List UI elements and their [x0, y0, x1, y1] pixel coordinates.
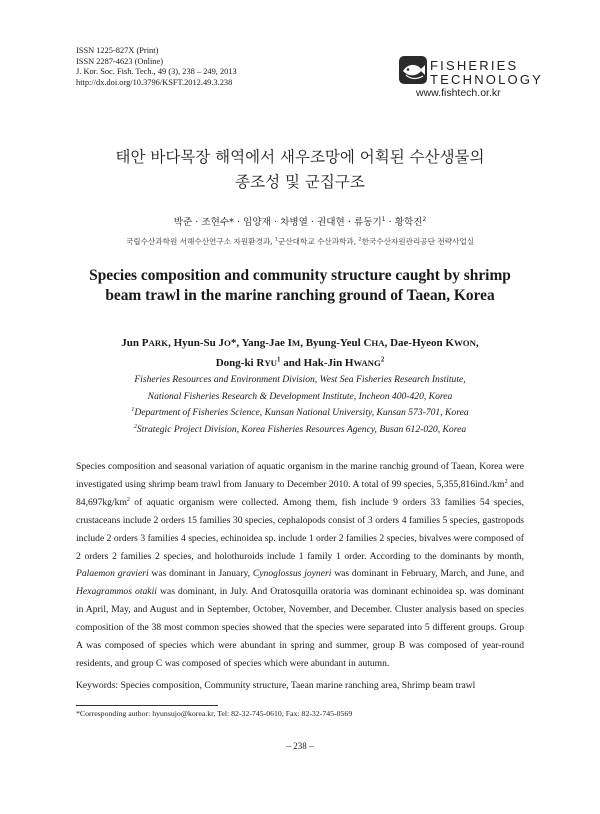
english-affiliations: [40, 372, 560, 438]
english-authors: [40, 333, 560, 373]
affiliation-line4-sup: 2: [133, 423, 137, 430]
author-hwang-sup: 2: [380, 356, 385, 364]
abstract-part4: was dominant in January,: [148, 568, 253, 580]
journal-header: [76, 46, 237, 88]
korean-affil-sup2: 2: [358, 237, 362, 243]
fish-logo-icon: [398, 55, 428, 85]
korean-affil-sup1: 1: [274, 237, 278, 243]
journal-logo: [398, 52, 544, 100]
footnote-rule: [76, 705, 218, 706]
issn-print: ISSN 1225-827X (Print): [76, 46, 159, 55]
species-cynoglossus-joyneri: Cynoglossus joyneri: [252, 568, 332, 580]
journal-url[interactable]: www.fishtech.or.kr: [416, 87, 501, 99]
abstract-part6: was dominant, in July. And Oratosquilla oratoria was dominant echinoidea sp. was dominant in April, May, and August and in September, October, November, and December. Cluster analysis based on species composition of the 38 most common species showed that the species were separated into 5 different groups. Group A was composed of species which were abundant in spring and summer, group B was composed of year-round residents, and group C was composed of species which were abundant in autumn.: [76, 586, 525, 669]
species-hexagrammos-otakii: Hexagrammos otakii: [76, 586, 157, 598]
korean-authors-sup1: 1: [381, 215, 386, 223]
author-hwang-surname: WANG: [353, 358, 381, 368]
author-ryu-sup: 1: [277, 356, 281, 364]
english-title-line2: beam trawl in the marine ranching ground of Taean, Korea: [105, 287, 495, 304]
korean-authors-main: 박준 · 조현수* · 임양재 · 차병열 · 권대현 · 류동기: [173, 217, 382, 228]
issn-online: ISSN 2287-4623 (Online): [76, 56, 164, 66]
author-hwang-given: and Hak-Jin H: [280, 357, 354, 369]
journal-reference: J. Kor. Soc. Fish. Tech., 49 (3), 238 – 249, 2013: [76, 67, 237, 76]
logo-text-fisheries: FISHERIES: [430, 58, 519, 73]
english-authors-line2: [40, 353, 560, 373]
korean-title-line2: 종조성 및 군집구조: [235, 173, 365, 191]
author-kwon-surname: WON: [453, 338, 476, 348]
abstract-part2: and 84,697kg/km: [76, 478, 524, 508]
author-park-given: Jun P: [121, 337, 149, 349]
author-jo-given: , Hyun-Su J: [168, 337, 225, 349]
korean-authors-last: · 황학진: [385, 217, 423, 228]
corresponding-author-footnote: *Corresponding author: hyunsujo@korea.kr, Tel: 82-32-745-0610, Fax: 82-32-745-0569: [76, 709, 353, 718]
abstract: [76, 458, 524, 673]
logo-text-technology: TECHNOLOGY: [430, 72, 544, 87]
author-kwon-given: , Dae-Hyeon K: [384, 337, 454, 349]
author-jo-surname: O: [224, 338, 231, 348]
affiliation-line2: National Fisheries Research & Development Institute, Incheon 400-420, Korea: [147, 390, 453, 402]
author-cha-given: , Byung-Yeul C: [300, 337, 372, 349]
doi-link[interactable]: http://dx.doi.org/10.3796/KSFT.2012.49.3.238: [76, 77, 233, 87]
affiliation-line3: [40, 405, 560, 422]
affiliation-line1: Fisheries Resources and Environment Division, West Sea Fisheries Research Institute,: [134, 374, 466, 385]
korean-authors-sup2: 2: [422, 215, 427, 223]
abstract-sup-a: 2: [504, 478, 508, 485]
author-im-surname: M: [291, 338, 301, 348]
author-ryu-given: Dong-ki R: [215, 357, 265, 369]
keywords: Keywords: Species composition, Community structure, Taean marine ranching area, Shrimp beam trawl: [76, 680, 476, 691]
korean-affil-3: 한국수산자원관리공단 전략사업실: [361, 237, 475, 246]
korean-authors: [40, 214, 560, 228]
abstract-part3: of aquatic organism were collected. Among them, fish include 9 orders 33 families 54 species, crustaceans include 2 orders 15 families 30 species, cephalopods consist of 3 orders 4 families 5 species, gastropods include 2 orders 3 families 4 species, echinoidea sp. include 1 order 2 families 2 species, bivalves were composed of 2 orders 2 families 2 species, and holothuroids include 1 family 1 order. According to the dominants by month,: [76, 496, 524, 562]
abstract-part5: was dominant in February, March, and June, and: [331, 568, 524, 580]
korean-title-line1: 태안 바다목장 해역에서 새우조망에 어획된 수산생물의: [115, 148, 485, 166]
english-title-line1: Species composition and community structure caught by shrimp: [89, 267, 511, 284]
affiliation-line3-text: Department of Fisheries Science, Kunsan National University, Kunsan 573-701, Korea: [134, 407, 469, 418]
korean-affil-1: 국립수산과학원 서해수산연구소 자원환경과,: [125, 237, 275, 246]
korean-affil-2: 군산대학교 수산과학과,: [277, 237, 359, 246]
page-number: – 238 –: [286, 741, 314, 751]
author-cha-surname: HA: [371, 338, 385, 348]
english-title: [50, 266, 550, 306]
affiliation-line3-sup: 1: [131, 406, 135, 413]
author-im-given: *, Yang-Jae I: [230, 337, 292, 349]
english-authors-line1: [40, 333, 560, 353]
abstract-sup-b: 2: [126, 496, 130, 503]
affiliation-line4: [40, 422, 560, 439]
author-park-surname: ARK: [148, 338, 169, 348]
author-ryu-surname: YU: [264, 358, 278, 368]
korean-title: [40, 145, 560, 195]
abstract-part1: Species composition and seasonal variation of aquatic organism in the marine ranchig ground of Taean, Korea were investigated using shrimp beam trawl from January to December 2010. A total of 99 species, 5,355,816ind./km: [76, 461, 524, 490]
species-palaemon-gravieri: Palaemon gravieri: [76, 568, 149, 580]
affiliation-line4-text: Strategic Project Division, Korea Fisheries Resources Agency, Busan 612-020, Korea: [136, 423, 467, 435]
korean-affiliations: [40, 236, 560, 247]
author-kwon-comma: ,: [475, 337, 479, 349]
